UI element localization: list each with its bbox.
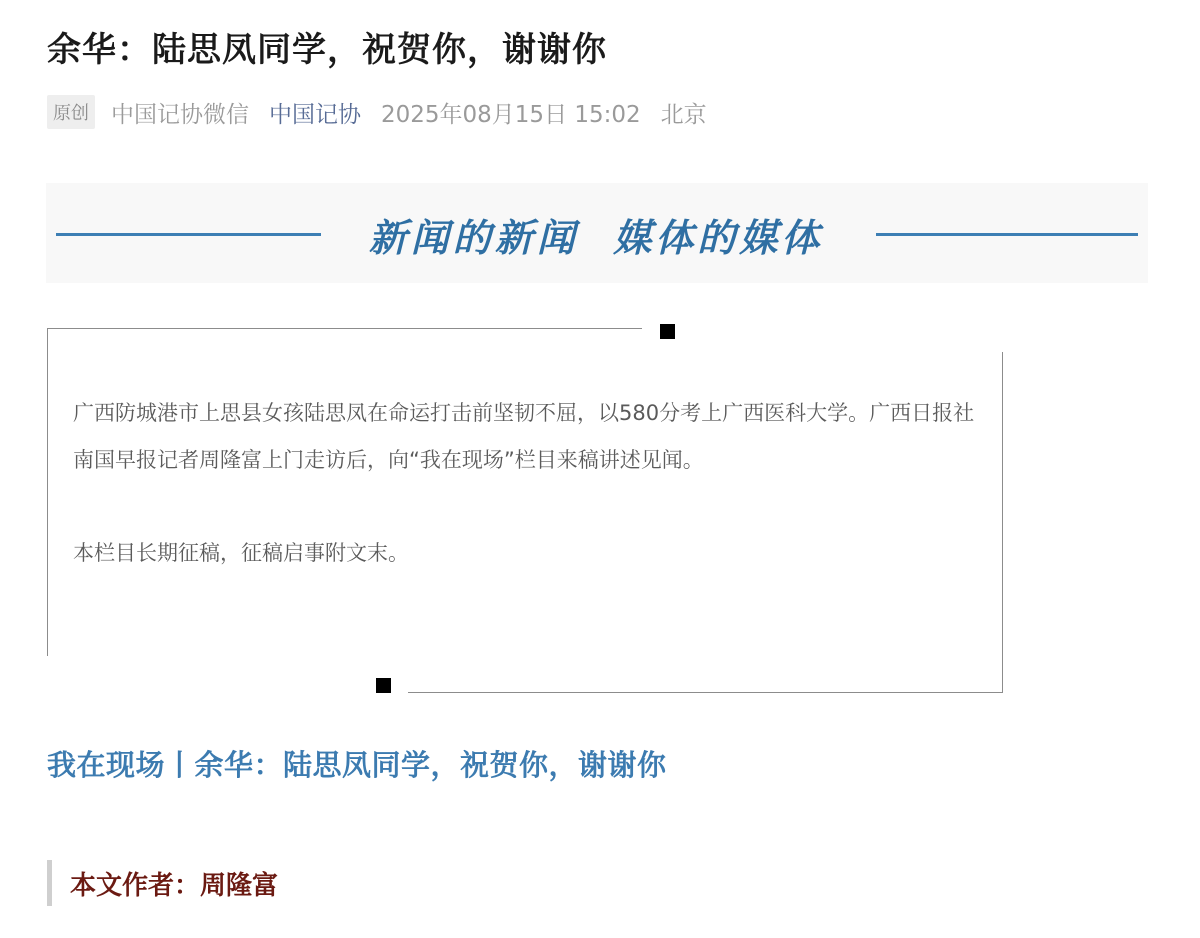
section-title-link[interactable]: 我在现场丨余华：陆思凤同学，祝贺你，谢谢你 xyxy=(47,748,667,782)
article-meta xyxy=(47,94,707,130)
banner-slogan: 新闻的新闻 媒体的媒体 xyxy=(368,215,824,260)
account-link[interactable]: 中国记协 xyxy=(269,101,361,128)
author-label: 本文作者：周隆富 xyxy=(47,860,278,906)
square-ornament-bottom xyxy=(376,678,391,693)
frame-border-bottom xyxy=(408,692,1003,693)
banner-line-right xyxy=(876,233,1138,236)
intro-paragraph: 广西防城港市上思县女孩陆思凤在命运打击前坚韧不屈，以580分考上广西医科大学。广西日报社南国早报记者周隆富上门走访后，向“我在现场”栏目来稿讲述见闻。 xyxy=(73,401,975,472)
frame-border-right xyxy=(1002,352,1003,693)
publish-time: 2025年08月15日 15:02 xyxy=(381,101,641,128)
frame-border-top xyxy=(47,328,642,329)
banner-line-left xyxy=(56,233,321,236)
intro-box xyxy=(73,390,983,577)
square-ornament-top xyxy=(660,324,675,339)
slogan-banner xyxy=(46,183,1148,283)
intro-paragraph-note: 本栏目长期征稿，征稿启事附文末。 xyxy=(73,541,409,565)
article-title: 余华：陆思凤同学，祝贺你，谢谢你 xyxy=(47,30,607,70)
source-text: 中国记协微信 xyxy=(111,101,249,128)
frame-border-left xyxy=(47,328,48,656)
original-badge: 原创 xyxy=(47,95,95,129)
publish-location: 北京 xyxy=(660,101,707,128)
